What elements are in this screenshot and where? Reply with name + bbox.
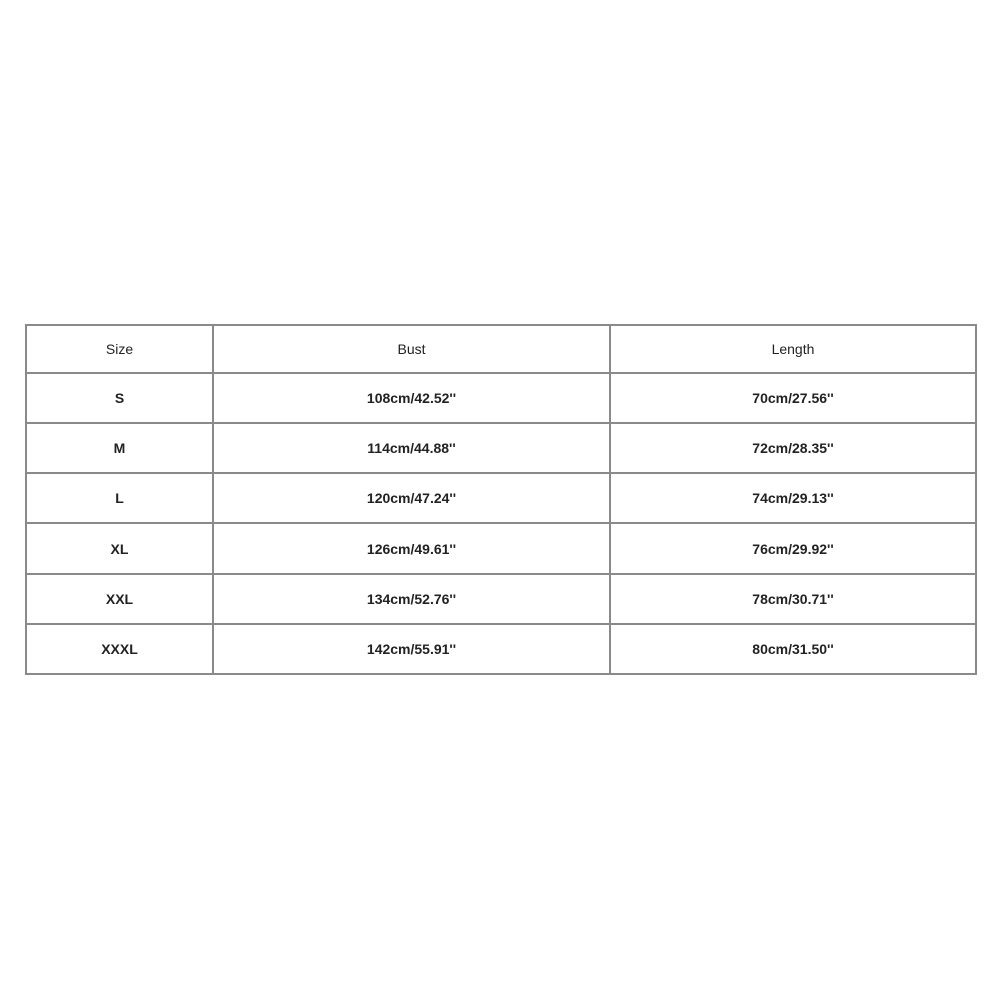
header-length: Length [610,325,976,373]
table-row [26,473,976,523]
size-cell: XL [26,523,213,573]
bust-cell: 108cm/42.52'' [213,373,610,423]
length-cell: 76cm/29.92'' [610,523,976,573]
bust-cell: 120cm/47.24'' [213,473,610,523]
table-header-row [26,325,976,373]
table-row [26,574,976,624]
header-size: Size [26,325,213,373]
bust-cell: 126cm/49.61'' [213,523,610,573]
table-row [26,624,976,674]
table-row [26,423,976,473]
size-cell: L [26,473,213,523]
size-cell: S [26,373,213,423]
table-row [26,523,976,573]
length-cell: 72cm/28.35'' [610,423,976,473]
size-cell: XXL [26,574,213,624]
size-chart-table [25,324,977,675]
header-bust: Bust [213,325,610,373]
size-cell: M [26,423,213,473]
bust-cell: 114cm/44.88'' [213,423,610,473]
size-cell: XXXL [26,624,213,674]
length-cell: 70cm/27.56'' [610,373,976,423]
length-cell: 74cm/29.13'' [610,473,976,523]
table-row [26,373,976,423]
bust-cell: 142cm/55.91'' [213,624,610,674]
length-cell: 80cm/31.50'' [610,624,976,674]
length-cell: 78cm/30.71'' [610,574,976,624]
bust-cell: 134cm/52.76'' [213,574,610,624]
